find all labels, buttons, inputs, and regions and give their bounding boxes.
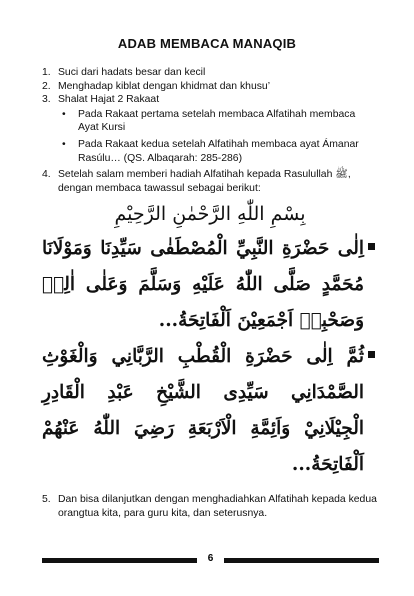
- square-bullet-icon: [368, 351, 378, 358]
- basmala-arabic: بِسْمِ اللّٰهِ الرَّحْمٰنِ الرَّحِيْمِ: [114, 203, 306, 226]
- list-number: 1.: [42, 67, 51, 78]
- sub-list-text: Pada Rakaat pertama setelah membaca Alfatihah membaca Ayat Kursi: [78, 108, 356, 134]
- footer-rule-left: [42, 558, 197, 563]
- list-text: Menghadap kiblat dengan khidmat dan khusu’: [58, 80, 271, 92]
- arabic-text: اِلٰى حَضْرَةِ النَّبِيِّ الْمُصْطَفٰى سَيِّدِنَا وَمَوْلَانَا مُحَمَّدٍ صَلَّى اللّٰهُ عَلَيْهِ وَسَلَّمَ وَعَلٰى اٰلِهٖ وَصَحْبِهٖ اَجْمَعِيْنَ اَلْفَاتِحَةُ...: [42, 238, 364, 332]
- list-item-2: [42, 80, 378, 94]
- tawassul-arabic-2: [42, 339, 378, 483]
- sub-list-item: [58, 138, 378, 165]
- content-body: [42, 66, 378, 521]
- sub-list: [58, 108, 378, 165]
- list-text: Setelah salam memberi hadiah Alfatihah kepada Rasulullah ﷺ, dengan membaca tawassul sebagai berikut:: [58, 169, 351, 194]
- list-item-1: [42, 66, 378, 80]
- square-bullet-icon: [368, 243, 378, 250]
- sub-list-text: Pada Rakaat kedua setelah Alfatihah membaca ayat Ámanar Rasúlu… (QS. Albaqarah: 285-286): [78, 138, 359, 164]
- tawassul-arabic-1: [42, 231, 378, 339]
- page-title: ADAB MEMBACA MANAQIB: [117, 36, 297, 51]
- list-number: 5.: [42, 494, 51, 506]
- list-item-5: [42, 493, 378, 520]
- list-number: 2.: [42, 80, 51, 92]
- page-number: 6: [207, 553, 214, 564]
- list-number: 3.: [42, 94, 51, 106]
- footer-rule-right: [224, 558, 379, 563]
- bullet-marker: •: [62, 108, 66, 120]
- list-text: Dan bisa dilanjutkan dengan menghadiahkan Alfatihah kepada kedua orangtua kita, para guru kita, dan seterusnya.: [58, 494, 377, 519]
- arabic-text: ثُمَّ اِلٰى حَضْرَةِ الْقُطْبِ الرَّبَّانِي وَالْغَوْثِ الصَّمْدَانِي سَيِّدِى الشَّيْخِ عَبْدِ الْقَادِرِ الْجِيْلَانِيْ وَاَئِمَّةِ الْاَرْبَعَةِ رَضِيَ اللّٰهُ عَنْهُمْ اَلْفَاتِحَةُ...: [42, 346, 364, 476]
- sub-list-item: [58, 108, 378, 135]
- list-text: Shalat Hajat 2 Rakaat: [58, 94, 160, 106]
- list-item-4: [42, 168, 378, 195]
- list-text: Suci dari hadats besar dan kecil: [58, 67, 206, 78]
- list-item-3: [42, 93, 378, 168]
- list-number: 4.: [42, 169, 51, 181]
- page-footer: [42, 553, 379, 567]
- bullet-marker: •: [62, 138, 66, 150]
